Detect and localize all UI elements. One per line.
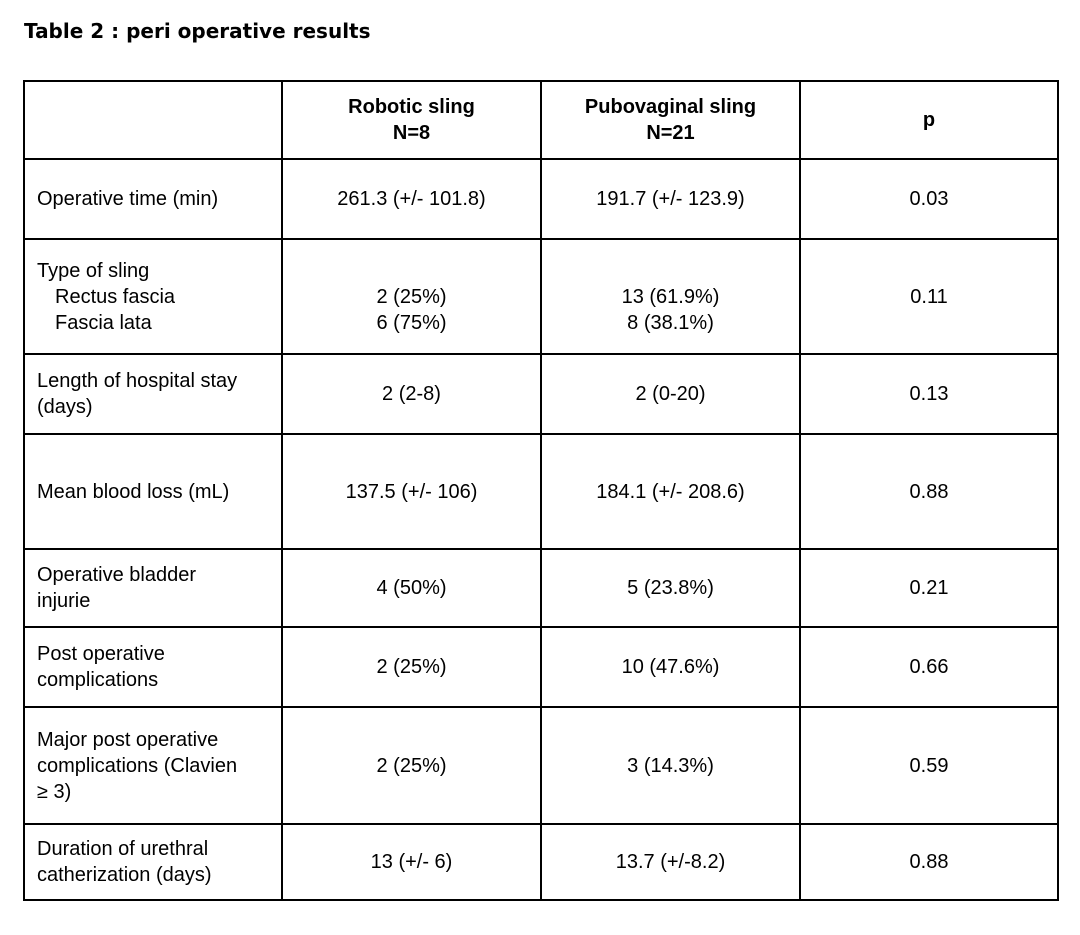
robotic-value: 137.5 (+/- 106) [282,434,541,549]
row-label-line: injurie [37,590,91,612]
pubovaginal-value-rectus: 13 (61.9%) [621,285,720,308]
p-value: 0.13 [800,354,1058,434]
row-label-line: ≥ 3) [37,780,72,803]
header-pubovaginal-title: Pubovaginal sling [584,96,757,118]
header-robotic-title: Robotic sling [348,96,475,118]
row-label [24,239,282,354]
header-pubovaginal-n: N=21 [646,122,695,144]
table-caption: Table 2 : peri operative results [24,19,371,43]
row-label [24,627,282,707]
header-row [24,81,1058,159]
results-table [23,80,1059,901]
header-robotic-sling [282,81,541,159]
robotic-value: 2 (25%) [282,707,541,824]
p-value: 0.11 [800,239,1058,354]
row-label [24,354,282,434]
header-p-value: p [800,81,1058,159]
robotic-value-fascia-lata: 6 (75%) [376,311,447,334]
robotic-value: 4 (50%) [282,549,541,627]
table-row-catheterization [24,824,1058,900]
row-label [24,549,282,627]
p-value: 0.21 [800,549,1058,627]
robotic-value-rectus: 2 (25%) [376,285,447,308]
row-label: Operative time (min) [24,159,282,239]
row-label-line: Length of hospital stay [37,370,238,392]
robotic-value: 13 (+/- 6) [282,824,541,900]
row-label-line: Post operative [37,643,165,665]
row-label: Mean blood loss (mL) [24,434,282,549]
row-label-line: complications [37,669,159,691]
pubovaginal-value: 191.7 (+/- 123.9) [541,159,800,239]
p-value: 0.59 [800,707,1058,824]
header-empty-cell [24,81,282,159]
table-row-operative-time [24,159,1058,239]
row-sublabel-rectus-fascia: Rectus fascia [55,285,176,308]
row-label [24,824,282,900]
row-label-line: Major post operative [37,728,219,751]
robotic-value [282,239,541,354]
table-row-blood-loss [24,434,1058,549]
pubovaginal-value: 5 (23.8%) [541,549,800,627]
row-label [24,707,282,824]
header-robotic-n: N=8 [392,122,431,144]
row-label-line: catherization (days) [37,864,212,886]
robotic-value: 261.3 (+/- 101.8) [282,159,541,239]
p-value: 0.03 [800,159,1058,239]
header-pubovaginal-sling [541,81,800,159]
table-row-hospital-stay [24,354,1058,434]
robotic-value: 2 (2-8) [282,354,541,434]
row-label-line: complications (Clavien [37,754,238,777]
robotic-value: 2 (25%) [282,627,541,707]
row-label-line: Duration of urethral [37,838,209,860]
table-row-type-of-sling [24,239,1058,354]
pubovaginal-value: 184.1 (+/- 208.6) [541,434,800,549]
pubovaginal-value: 2 (0-20) [541,354,800,434]
pubovaginal-value: 10 (47.6%) [541,627,800,707]
p-value: 0.88 [800,824,1058,900]
p-value: 0.88 [800,434,1058,549]
table-row-post-op-complications [24,627,1058,707]
pubovaginal-value [541,239,800,354]
row-sublabel-fascia-lata: Fascia lata [55,311,152,334]
row-label-main: Type of sling [37,259,150,282]
row-label-line: (days) [37,396,93,418]
row-label-line: Operative bladder [37,564,196,586]
p-value: 0.66 [800,627,1058,707]
table-row-major-complications [24,707,1058,824]
table-row-bladder-injurie [24,549,1058,627]
pubovaginal-value: 3 (14.3%) [541,707,800,824]
pubovaginal-value-fascia-lata: 8 (38.1%) [627,311,714,334]
pubovaginal-value: 13.7 (+/-8.2) [541,824,800,900]
